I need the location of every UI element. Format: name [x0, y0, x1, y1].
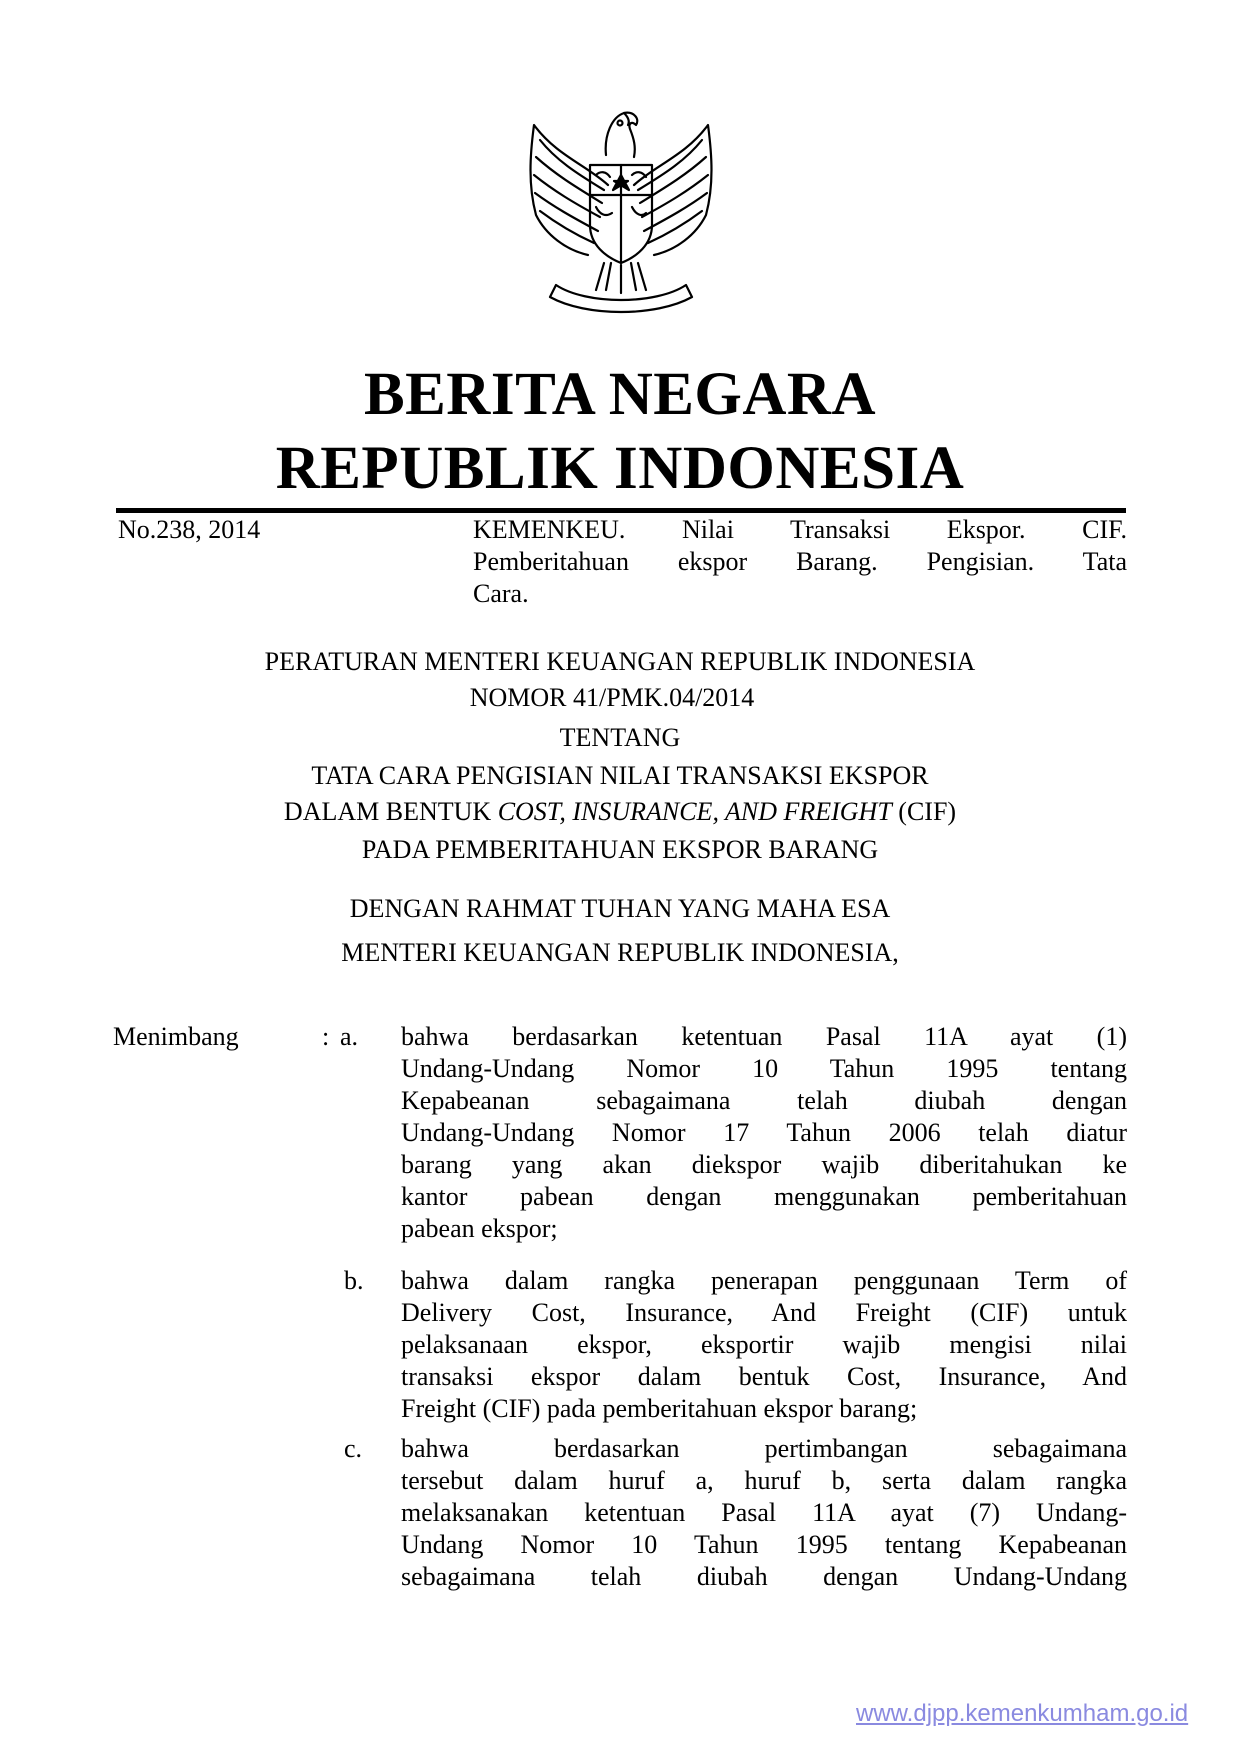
- considerations-colon: :: [322, 1022, 330, 1051]
- consideration-item: [401, 1021, 1127, 1245]
- gazette-title-line1: BERITA NEGARA: [363, 361, 877, 428]
- minister-title: MENTERI KEUANGAN REPUBLIK INDONESIA,: [341, 938, 899, 967]
- regulation-topic-line1: TATA CARA PENGISIAN NILAI TRANSAKSI EKSPOR: [311, 761, 929, 790]
- item-line: pabean ekspor;: [401, 1214, 558, 1243]
- gazette-title-line2: REPUBLIK INDONESIA: [275, 435, 965, 502]
- topic-prefix: DALAM BENTUK: [283, 797, 498, 826]
- item-line: bahwa berdasarkan pertimbangan sebagaimana: [401, 1434, 1127, 1463]
- subject-line: Cara.: [473, 579, 529, 608]
- item-line: bahwa berdasarkan ketentuan Pasal 11A ayat (1): [401, 1022, 1127, 1051]
- regulation-heading: PERATURAN MENTERI KEUANGAN REPUBLIK INDONESIA: [264, 647, 976, 676]
- regulation-number: NOMOR 41/PMK.04/2014: [469, 683, 755, 712]
- item-line: Undang Nomor 10 Tahun 1995 tentang Kepabeanan: [401, 1530, 1127, 1559]
- item-line: pelaksanaan ekspor, eksportir wajib mengisi nilai: [401, 1330, 1127, 1359]
- item-letter: a.: [340, 1022, 359, 1051]
- item-line: Delivery Cost, Insurance, And Freight (CIF) untuk: [401, 1298, 1127, 1327]
- topic-suffix: (CIF): [891, 797, 957, 826]
- header-divider: [116, 508, 1126, 513]
- item-line: sebagaimana telah diubah dengan Undang-Undang: [401, 1562, 1127, 1591]
- gazette-subject: [473, 514, 1127, 610]
- regulation-topic-line2: [0, 796, 1240, 828]
- item-line: Freight (CIF) pada pemberitahuan ekspor barang;: [401, 1394, 918, 1423]
- considerations-label: Menimbang: [113, 1022, 239, 1051]
- consideration-item: [401, 1265, 1127, 1425]
- subject-line: Pemberitahuan ekspor Barang. Pengisian. Tata: [473, 547, 1127, 576]
- item-line: barang yang akan diekspor wajib diberitahukan ke: [401, 1150, 1127, 1179]
- item-line: Undang-Undang Nomor 10 Tahun 1995 tentang: [401, 1054, 1127, 1083]
- footer-website-link[interactable]: www.djpp.kemenkumham.go.id: [856, 1700, 1189, 1727]
- topic-italic: COST, INSURANCE, AND FREIGHT: [497, 797, 892, 826]
- item-line: melaksanakan ketentuan Pasal 11A ayat (7) Undang-: [401, 1498, 1127, 1527]
- consideration-item: [401, 1433, 1127, 1593]
- gazette-number: No.238, 2014: [118, 515, 261, 544]
- regulation-about: TENTANG: [559, 723, 681, 752]
- item-line: transaksi ekspor dalam bentuk Cost, Insurance, And: [401, 1362, 1127, 1391]
- item-line: Kepabeanan sebagaimana telah diubah dengan: [401, 1086, 1127, 1115]
- item-line: kantor pabean dengan menggunakan pemberitahuan: [401, 1182, 1127, 1211]
- blessing: DENGAN RAHMAT TUHAN YANG MAHA ESA: [349, 894, 891, 923]
- subject-line: KEMENKEU. Nilai Transaksi Ekspor. CIF.: [473, 515, 1127, 544]
- item-line: Undang-Undang Nomor 17 Tahun 2006 telah diatur: [401, 1118, 1127, 1147]
- item-letter: c.: [344, 1434, 363, 1463]
- item-line: bahwa dalam rangka penerapan penggunaan Term of: [401, 1266, 1127, 1295]
- item-letter: b.: [344, 1266, 364, 1295]
- regulation-topic-line3: PADA PEMBERITAHUAN EKSPOR BARANG: [361, 835, 879, 864]
- item-line: tersebut dalam huruf a, huruf b, serta dalam rangka: [401, 1466, 1127, 1495]
- garuda-emblem-icon: [516, 95, 726, 315]
